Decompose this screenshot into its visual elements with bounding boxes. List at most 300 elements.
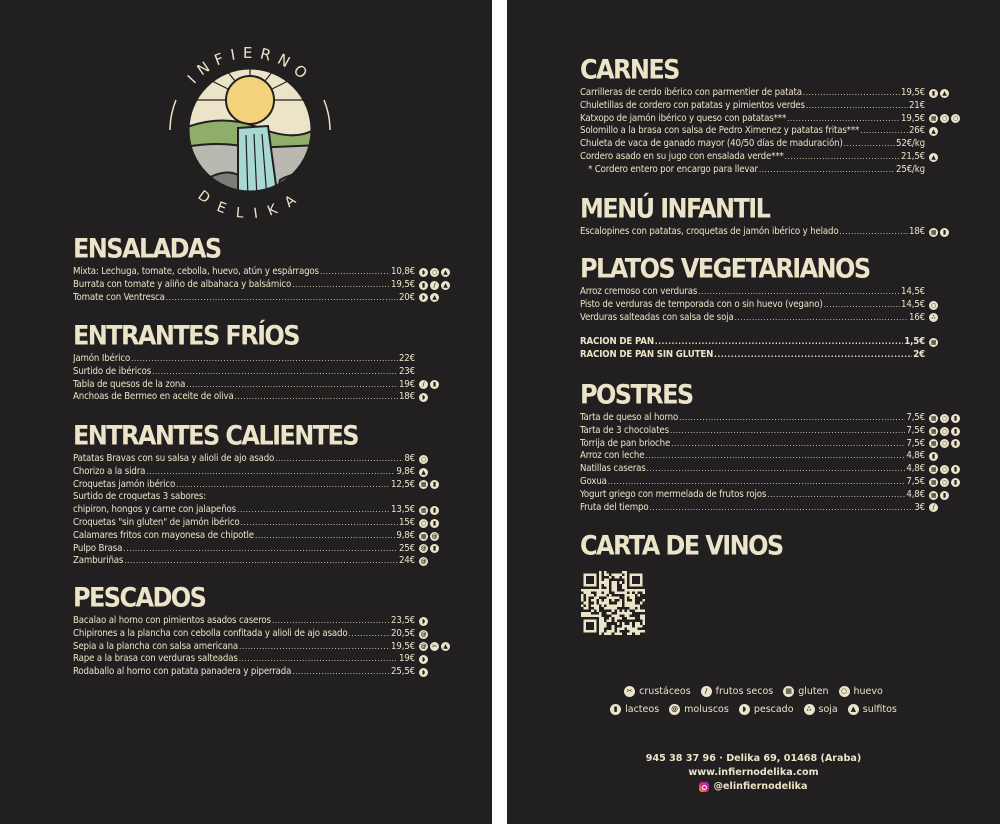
dot-leader <box>349 628 391 641</box>
allergen-icons <box>415 281 453 290</box>
menu-item <box>580 286 963 299</box>
menu-item <box>580 299 963 312</box>
menu-item <box>580 349 963 362</box>
huevo-icon: ○ <box>839 686 850 697</box>
dot-leader <box>714 349 912 362</box>
spacer <box>580 324 963 336</box>
dish-name: Solomillo a la brasa con salsa de Pedro Ximenez y patatas fritas*** <box>580 125 860 137</box>
gluten-icon: ▦ <box>930 339 937 347</box>
menu-item <box>73 666 453 679</box>
dot-leader <box>806 100 908 113</box>
dish-price: 25€/kg <box>896 163 925 175</box>
gluten-icon: ▦ <box>930 427 937 435</box>
dish-price: 26€ <box>908 125 925 137</box>
dish-price: 23,5€ <box>391 615 415 626</box>
dish-price: 19€ <box>398 378 415 390</box>
allergen-icons <box>925 153 963 162</box>
lacteos-icon: ▮ <box>430 380 439 389</box>
menu-item <box>580 463 963 476</box>
dot-leader <box>647 463 906 476</box>
dish-name: Chuleta de vaca de ganado mayor (40/50 días de maduración) <box>580 138 843 150</box>
dot-leader <box>166 292 398 305</box>
pescado-icon: ◗ <box>739 704 750 715</box>
dot-leader <box>272 615 390 628</box>
lacteos-icon: ▮ <box>940 491 949 500</box>
dish-name: Pulpo Brasa <box>73 542 123 554</box>
crustaceos-icon: ✂ <box>624 686 635 697</box>
menu-item <box>580 476 963 489</box>
menu-item <box>580 425 963 438</box>
dish-name: Katxopo de jamón ibérico y queso con patatas*** <box>580 112 787 124</box>
menu-item <box>73 491 453 504</box>
dot-leader <box>650 502 914 515</box>
menu-item <box>73 628 453 641</box>
soja-icon: ∴ <box>804 704 815 715</box>
dot-leader <box>803 87 900 100</box>
dish-price: 16€ <box>908 311 925 323</box>
dish-name: Patatas Bravas con su salsa y alioli de ajo asado <box>73 453 275 464</box>
dot-leader <box>670 425 905 438</box>
dish-name: Bacalao al horno con pimientos asados caseros <box>73 615 271 626</box>
dish-name: Zamburiñas <box>73 555 124 567</box>
gluten-icon: ▦ <box>930 228 937 236</box>
dish-price: 18€ <box>908 226 925 237</box>
allergen-icons <box>415 668 453 677</box>
dish-price: 24€ <box>398 555 415 567</box>
allergen-icons <box>415 642 453 651</box>
dish-price: 9,8€ <box>396 465 415 477</box>
dot-leader <box>679 412 905 425</box>
legend-label: huevo <box>853 685 883 697</box>
legend-label: gluten <box>798 685 829 697</box>
dot-leader <box>785 151 900 164</box>
menu-section <box>73 232 453 304</box>
dot-leader <box>124 555 398 568</box>
lacteos-icon: ▮ <box>951 427 960 436</box>
gluten-icon: ▦ <box>930 491 937 499</box>
dish-name: Cordero asado en su jugo con ensalada verde*** <box>580 150 784 162</box>
allergen-icons <box>925 228 963 237</box>
allergen-legend <box>507 682 1000 718</box>
dish-price: 7,5€ <box>906 424 925 436</box>
pescado-icon: ◗ <box>419 655 428 664</box>
contact-line: 945 38 37 96 · Delika 69, 01468 (Araba) <box>645 753 862 764</box>
allergen-icons <box>925 452 963 461</box>
allergen-icons <box>925 427 963 436</box>
dish-price: 10,8€ <box>391 266 415 277</box>
huevo-icon: ○ <box>420 455 427 463</box>
dish-price: 14,5€ <box>901 286 925 297</box>
legend-item <box>783 686 828 697</box>
menu-item <box>73 653 453 666</box>
menu-section <box>73 581 453 679</box>
dish-price: 21€ <box>908 99 925 111</box>
huevo-icon: ○ <box>941 440 948 448</box>
dish-name: Tabla de quesos de la zona <box>73 378 186 390</box>
legend-item <box>624 686 690 697</box>
legend-label: sulfitos <box>862 703 897 715</box>
dish-price: 8€ <box>404 453 415 464</box>
legend-item <box>839 686 883 697</box>
infierno-delika-logo <box>150 30 350 230</box>
huevo-icon: ○ <box>941 115 948 123</box>
huevo-icon: ○ <box>930 301 937 309</box>
dish-name: Rodaballo al horno con patata panadera y piperrada <box>73 666 292 678</box>
dot-leader <box>608 476 906 489</box>
dot-leader <box>824 299 900 312</box>
instagram-icon <box>699 782 709 792</box>
section-title: ENTRANTES FRÍOS <box>73 319 299 351</box>
menu-item <box>580 164 963 177</box>
svg-text:INFIERNO: INFIERNO <box>183 43 316 88</box>
frutos-secos-icon: / <box>929 503 938 512</box>
dish-name: Yogurt griego con mermelada de frutos rojos <box>580 488 767 500</box>
huevo-icon: ○ <box>941 427 948 435</box>
dot-leader <box>840 226 908 239</box>
frutos-secos-icon: / <box>430 281 439 290</box>
menu-item <box>73 266 453 279</box>
menu-item <box>73 555 453 568</box>
dish-name: chipiron, hongos y carne con jalapeños <box>73 504 237 516</box>
dot-leader <box>239 641 390 654</box>
allergen-icons <box>925 439 963 448</box>
menu-item <box>73 379 453 392</box>
dish-name: RACIÓN DE PAN SIN GLUTEN <box>580 349 714 361</box>
dish-price: 9,8€ <box>396 529 415 541</box>
dot-leader <box>239 653 398 666</box>
allergen-icons <box>415 380 453 389</box>
dish-name: Torrija de pan brioche <box>580 437 671 449</box>
allergen-icons <box>925 114 963 123</box>
dish-price: 19,5€ <box>391 640 415 652</box>
dish-price: 14,5€ <box>901 298 925 310</box>
dish-price: 4,8€ <box>906 463 925 475</box>
allergen-icons <box>415 655 453 664</box>
legend-label: crustáceos <box>639 685 691 697</box>
dish-price: 20,5€ <box>391 627 415 639</box>
allergen-icons <box>925 127 963 136</box>
allergen-icons <box>925 491 963 500</box>
dish-price: 23€ <box>398 365 415 377</box>
legend-label: lacteos <box>625 703 660 715</box>
sulfitos-icon: ▲ <box>929 153 938 162</box>
section-title: MENÚ INFANTIL <box>580 192 770 224</box>
dot-leader <box>735 312 908 325</box>
section-title: ENTRANTES CALIENTES <box>73 419 358 451</box>
allergen-icons <box>925 338 963 347</box>
menu-item <box>580 489 963 502</box>
allergen-icons <box>415 455 453 464</box>
dot-leader <box>320 266 390 279</box>
menu-item-list <box>73 266 453 304</box>
menu-item <box>73 292 453 305</box>
dish-price: 52€/kg <box>896 138 925 150</box>
dish-name: Arroz cremoso con verduras <box>580 286 698 297</box>
pescado-icon: ◗ <box>419 293 428 302</box>
legend-item <box>739 704 794 715</box>
wine-title: CARTA DE VINOS <box>580 529 783 561</box>
frutos-secos-icon: / <box>419 380 428 389</box>
dish-name: Anchoas de Bermeo en aceite de oliva <box>73 391 234 403</box>
dot-leader <box>146 466 395 479</box>
dot-leader <box>671 438 905 451</box>
menu-item <box>580 125 963 138</box>
wine-list-qr-code[interactable] <box>581 571 645 635</box>
sulfitos-icon: ▲ <box>940 89 949 98</box>
allergen-icons <box>925 89 963 98</box>
dish-name: Mixta: Lechuga, tomate, cebolla, huevo, atún y espárragos <box>73 266 319 277</box>
legend-row <box>507 682 1000 700</box>
dot-leader <box>292 666 390 679</box>
dish-price: 13,5€ <box>391 504 415 516</box>
dish-price: 25€ <box>398 542 415 554</box>
gluten-icon: ▦ <box>420 507 427 515</box>
lacteos-icon: ▮ <box>610 704 621 715</box>
dish-name: Chorizo a la sidra <box>73 465 146 477</box>
svg-text:DELIKA: DELIKA <box>194 187 306 223</box>
menu-item <box>73 391 453 404</box>
instagram-handle[interactable] <box>699 780 807 794</box>
dot-leader <box>292 279 390 292</box>
gluten-icon: ▦ <box>420 481 427 489</box>
dish-price: 25,5€ <box>391 666 415 678</box>
section-title: CARNES <box>580 53 679 85</box>
menu-item <box>580 226 963 239</box>
dish-name: Tomate con Ventresca <box>73 291 165 303</box>
allergen-icons <box>415 557 453 566</box>
dish-name: Carrilleras de cerdo ibérico con parmentier de patata <box>580 87 802 98</box>
moluscos-icon: @ <box>420 558 427 566</box>
legend-item <box>804 704 838 715</box>
sulfitos-icon: ▲ <box>441 268 450 277</box>
menu-item <box>73 615 453 628</box>
dish-price: 12,5€ <box>391 478 415 490</box>
menu-item <box>73 353 453 366</box>
allergen-icons <box>415 630 453 639</box>
menu-item <box>73 641 453 654</box>
sulfitos-icon: ▲ <box>848 704 859 715</box>
menu-section <box>580 378 963 514</box>
dish-price: 7,5€ <box>906 437 925 449</box>
menu-item <box>580 113 963 126</box>
sulfitos-icon: ▲ <box>441 281 450 290</box>
dot-leader <box>237 504 390 517</box>
dish-price: 19,5€ <box>391 278 415 290</box>
dish-name: Calamares fritos con mayonesa de chipotle <box>73 529 254 541</box>
menu-item <box>580 138 963 151</box>
allergen-icons <box>925 414 963 423</box>
huevo-icon: ○ <box>952 115 959 123</box>
moluscos-icon: @ <box>431 532 438 540</box>
huevo-icon: ○ <box>941 466 948 474</box>
allergen-icons <box>415 617 453 626</box>
menu-item <box>580 151 963 164</box>
dish-name: Escalopines con patatas, croquetas de jamón ibérico y helado <box>580 226 839 237</box>
menu-item-list <box>580 226 963 239</box>
lacteos-icon: ▮ <box>929 452 938 461</box>
moluscos-icon: @ <box>420 630 427 638</box>
menu-item-list <box>73 615 453 679</box>
dot-leader <box>645 450 905 463</box>
menu-item <box>580 502 963 515</box>
dish-name: Pisto de verduras de temporada con o sin huevo (vegano) <box>580 298 823 310</box>
gluten-icon: ▦ <box>930 466 937 474</box>
legend-label: moluscos <box>684 703 729 715</box>
lacteos-icon: ▮ <box>430 480 439 489</box>
legend-item <box>610 704 659 715</box>
dish-price: 4,8€ <box>906 450 925 462</box>
dish-name: Surtido de ibéricos <box>73 365 152 377</box>
menu-item-list <box>580 286 963 362</box>
menu-item <box>73 517 453 530</box>
menu-item <box>73 479 453 492</box>
dish-price: 20€ <box>398 291 415 303</box>
allergen-icons <box>925 478 963 487</box>
website-link[interactable]: www.infiernodelika.com <box>688 767 819 778</box>
dish-name: Chipirones a la plancha con cebolla confitada y alioli de ajo asado <box>73 627 348 639</box>
dish-price: 3€ <box>914 501 925 513</box>
dish-name: * Cordero entero por encargo para llevar <box>588 163 758 175</box>
allergen-icons <box>415 293 453 302</box>
menu-item <box>73 366 453 379</box>
dot-leader <box>186 379 398 392</box>
gluten-icon: ▦ <box>783 686 794 697</box>
dish-name: Fruta del tiempo <box>580 501 649 513</box>
allergen-icons <box>925 503 963 512</box>
menu-page-right <box>507 0 1000 824</box>
legend-label: soja <box>818 703 838 715</box>
dish-name: Goxua <box>580 475 607 487</box>
dot-leader <box>255 530 395 543</box>
dish-name: Jamón Ibérico <box>73 353 131 364</box>
legend-item <box>669 704 729 715</box>
menu-item <box>73 530 453 543</box>
wine-section <box>580 529 783 563</box>
lacteos-icon: ▮ <box>951 465 960 474</box>
menu-item-list <box>580 412 963 514</box>
lacteos-icon: ▮ <box>430 506 439 515</box>
legend-item <box>701 686 774 697</box>
dish-price: 19€ <box>398 653 415 665</box>
dish-name: Rape a la brasa con verduras salteadas <box>73 653 238 665</box>
allergen-icons <box>925 313 963 322</box>
menu-item <box>580 438 963 451</box>
pescado-icon: ◗ <box>419 668 428 677</box>
dot-leader <box>759 164 895 177</box>
allergen-icons <box>925 465 963 474</box>
dish-price: 7,5€ <box>906 475 925 487</box>
dish-name: Tarta de 3 chocolates <box>580 424 669 436</box>
dish-name: Croquetas jamón ibérico <box>73 478 176 490</box>
dot-leader <box>131 353 398 366</box>
dish-name: Verduras salteadas con salsa de soja <box>580 311 734 323</box>
allergen-icons <box>415 480 453 489</box>
soja-icon: ∴ <box>929 313 938 322</box>
lacteos-icon: ▮ <box>929 89 938 98</box>
menu-section <box>73 319 453 404</box>
dish-name: Sepia a la plancha con salsa americana <box>73 640 239 652</box>
dot-leader <box>787 113 900 126</box>
frutos-secos-icon: / <box>701 686 712 697</box>
dish-price: 4,8€ <box>906 488 925 500</box>
instagram-label: @elinfiernodelika <box>713 781 808 792</box>
allergen-icons <box>415 532 453 541</box>
menu-item-list <box>73 353 453 404</box>
allergen-icons <box>415 506 453 515</box>
gluten-icon: ▦ <box>420 532 427 540</box>
allergen-icons <box>415 268 453 277</box>
dish-name: Surtido de croquetas 3 sabores: <box>73 491 207 503</box>
dot-leader <box>275 453 403 466</box>
lacteos-icon: ▮ <box>951 414 960 423</box>
huevo-icon: ○ <box>941 478 948 486</box>
dish-price: 2€ <box>913 349 925 361</box>
dish-price: 19,5€ <box>901 112 925 124</box>
section-title: PESCADOS <box>73 581 206 613</box>
menu-item <box>580 336 963 349</box>
sulfitos-icon: ▲ <box>419 468 428 477</box>
dish-name: Arroz con leche <box>580 450 645 462</box>
dish-price: 22€ <box>398 353 415 364</box>
dot-leader <box>844 138 895 151</box>
crustaceos-icon: ✂ <box>430 642 439 651</box>
dish-name: RACIÓN DE PAN <box>580 336 654 348</box>
legend-item <box>848 704 897 715</box>
section-title: PLATOS VEGETARIANOS <box>580 252 870 284</box>
allergen-icons <box>415 468 453 477</box>
dish-price: 15€ <box>398 516 415 528</box>
moluscos-icon: @ <box>420 545 427 553</box>
menu-item <box>73 466 453 479</box>
menu-item <box>73 453 453 466</box>
menu-section <box>580 252 963 362</box>
pescado-icon: ◗ <box>419 393 428 402</box>
section-title: POSTRES <box>580 378 693 410</box>
allergen-icons <box>415 544 453 553</box>
legend-row <box>507 700 1000 718</box>
huevo-icon: ○ <box>431 268 438 276</box>
lacteos-icon: ▮ <box>430 519 439 528</box>
legend-label: frutos secos <box>715 685 774 697</box>
section-title: ENSALADAS <box>73 232 221 264</box>
menu-page-left <box>0 0 492 824</box>
menu-section <box>580 53 963 177</box>
gluten-icon: ▦ <box>930 478 937 486</box>
gluten-icon: ▦ <box>930 440 937 448</box>
dish-name: Tarta de queso al horno <box>580 412 679 423</box>
dot-leader <box>235 391 398 404</box>
huevo-icon: ○ <box>941 414 948 422</box>
dish-name: Chuletillas de cordero con patatas y pimientos verdes <box>580 99 805 111</box>
gluten-icon: ▦ <box>930 115 937 123</box>
menu-item-list <box>580 87 963 177</box>
lacteos-icon: ▮ <box>419 281 428 290</box>
dish-price: 19,5€ <box>901 87 925 98</box>
dish-price: 1,5€ <box>904 336 925 348</box>
dish-price: 18€ <box>398 391 415 403</box>
moluscos-icon: @ <box>671 704 679 713</box>
dot-leader <box>698 286 900 299</box>
dot-leader <box>860 125 908 138</box>
moluscos-icon: @ <box>420 643 427 651</box>
menu-item <box>580 87 963 100</box>
sulfitos-icon: ▲ <box>430 293 439 302</box>
dot-leader <box>123 543 398 556</box>
dish-name: Burrata con tomate y aliño de albahaca y balsámico <box>73 278 292 290</box>
legend-label: pescado <box>753 703 794 715</box>
lacteos-icon: ▮ <box>951 478 960 487</box>
sulfitos-icon: ▲ <box>441 642 450 651</box>
